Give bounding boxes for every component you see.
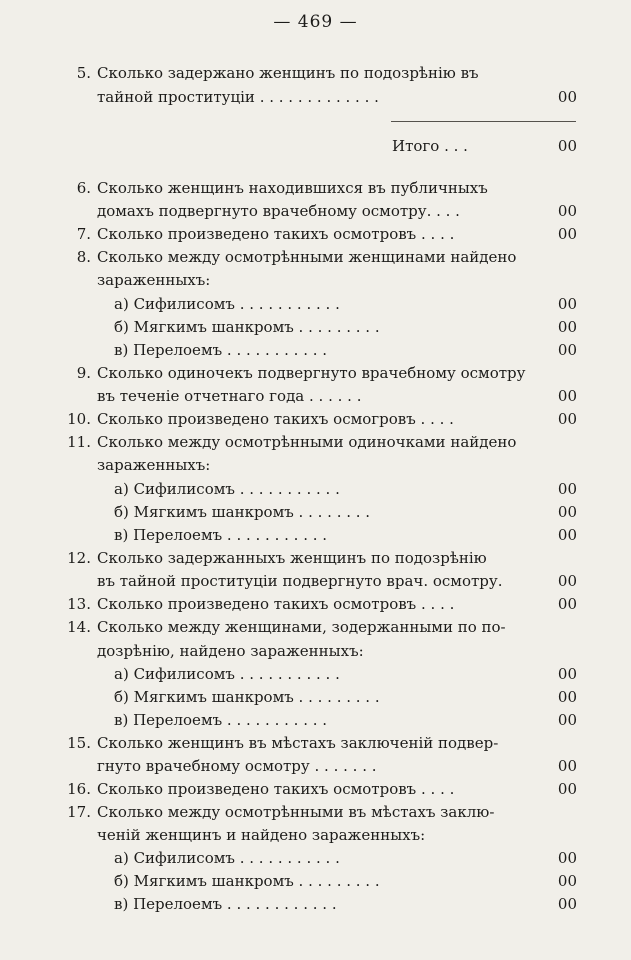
question-text: въ тайной проституціи подвергнуто врач. осмотру. (97, 572, 503, 590)
question-text: Сколько произведено такихъ осмотровъ . . . . (97, 595, 455, 613)
question-number: 13. (67, 595, 91, 613)
question-row (0, 755, 631, 778)
question-value: 00 (557, 341, 577, 359)
question-value: 00 (557, 318, 577, 336)
question-row (0, 709, 631, 732)
question-text: зараженныхъ: (97, 456, 211, 474)
question-text: Сколько между осмотрѣнными въ мѣстахъ заклю- (97, 803, 495, 821)
question-value: 00 (557, 595, 577, 613)
question-text: в) Перелоемъ . . . . . . . . . . . (114, 526, 328, 544)
question-text: въ теченіе отчетнаго года . . . . . . (97, 387, 362, 405)
question-text: в) Перелоемъ . . . . . . . . . . . (114, 711, 328, 729)
question-number: 7. (76, 225, 91, 243)
question-value: 00 (557, 780, 577, 798)
question-text: в) Перелоемъ . . . . . . . . . . . . (114, 895, 337, 913)
question-row (0, 339, 631, 362)
question-text: б) Мягкимъ шанкромъ . . . . . . . . . (114, 688, 380, 706)
question-row (0, 362, 631, 385)
question-value: 00 (557, 88, 577, 106)
question-text: Сколько между осмотрѣнными женщинами найдено (97, 248, 517, 266)
question-text: дозрѣнію, найдено зараженныхъ: (97, 642, 364, 660)
question-number: 15. (67, 734, 91, 752)
question-row (0, 570, 631, 593)
question-row (0, 177, 631, 200)
question-value: 00 (557, 137, 577, 155)
question-text: домахъ подвергнуто врачебному осмотру. . . . (97, 202, 460, 220)
question-row (0, 62, 631, 85)
question-row (0, 385, 631, 408)
question-row (0, 732, 631, 755)
question-text: Итого . . . (392, 137, 468, 155)
question-text: Сколько женщинъ въ мѣстахъ заключеній подвер- (97, 734, 499, 752)
question-number: 8. (76, 248, 91, 266)
question-row (0, 431, 631, 454)
question-text: гнуто врачебному осмотру . . . . . . . (97, 757, 377, 775)
question-row (0, 408, 631, 431)
question-text: Сколько задержано женщинъ по подозрѣнію въ (97, 64, 479, 82)
question-row (0, 86, 631, 109)
question-number: 11. (67, 433, 91, 451)
total-rule (391, 121, 576, 122)
question-text: б) Мягкимъ шанкромъ . . . . . . . . (114, 503, 371, 521)
question-row (0, 778, 631, 801)
question-text: Сколько задержанныхъ женщинъ по подозрѣнію (97, 549, 487, 567)
question-value: 00 (557, 295, 577, 313)
question-text: б) Мягкимъ шанкромъ . . . . . . . . . (114, 318, 380, 336)
question-row (0, 663, 631, 686)
question-text: Сколько одиночекъ подвергнуто врачебному осмотру (97, 364, 526, 382)
question-number: 17. (67, 803, 91, 821)
question-row (0, 200, 631, 223)
question-value: 00 (557, 757, 577, 775)
question-row (0, 847, 631, 870)
question-row (0, 524, 631, 547)
question-row (0, 135, 631, 158)
question-text: зараженныхъ: (97, 271, 211, 289)
question-value: 00 (557, 202, 577, 220)
question-row (0, 824, 631, 847)
question-row (0, 801, 631, 824)
question-value: 00 (557, 410, 577, 428)
question-row (0, 870, 631, 893)
question-text: а) Сифилисомъ . . . . . . . . . . . (114, 665, 340, 683)
question-text: тайной проституціи . . . . . . . . . . . . . (97, 88, 379, 106)
question-row (0, 893, 631, 916)
question-text: б) Мягкимъ шанкромъ . . . . . . . . . (114, 872, 380, 890)
question-number: 14. (67, 618, 91, 636)
question-text: а) Сифилисомъ . . . . . . . . . . . (114, 480, 340, 498)
question-text: а) Сифилисомъ . . . . . . . . . . . (114, 295, 340, 313)
question-row (0, 501, 631, 524)
question-row (0, 640, 631, 663)
question-text: в) Перелоемъ . . . . . . . . . . . (114, 341, 328, 359)
question-row (0, 616, 631, 639)
question-value: 00 (557, 711, 577, 729)
question-value: 00 (557, 503, 577, 521)
question-row (0, 454, 631, 477)
question-number: 6. (76, 179, 91, 197)
question-text: Сколько между осмотрѣнными одиночками найдено (97, 433, 517, 451)
question-row (0, 593, 631, 616)
question-value: 00 (557, 688, 577, 706)
question-number: 9. (76, 364, 91, 382)
question-row (0, 246, 631, 269)
question-row (0, 316, 631, 339)
question-value: 00 (557, 526, 577, 544)
question-value: 00 (557, 480, 577, 498)
page-number: — 469 — (273, 12, 358, 32)
question-text: а) Сифилисомъ . . . . . . . . . . . (114, 849, 340, 867)
question-number: 10. (67, 410, 91, 428)
question-row (0, 223, 631, 246)
question-value: 00 (557, 572, 577, 590)
question-text: Сколько произведено такихъ осмотровъ . . . . (97, 780, 455, 798)
question-row (0, 478, 631, 501)
question-value: 00 (557, 895, 577, 913)
question-value: 00 (557, 872, 577, 890)
question-value: 00 (557, 849, 577, 867)
question-text: ченій женщинъ и найдено зараженныхъ: (97, 826, 426, 844)
question-value: 00 (557, 387, 577, 405)
question-text: Сколько произведено такихъ осмогровъ . . . . (97, 410, 454, 428)
question-row (0, 686, 631, 709)
question-row (0, 547, 631, 570)
question-text: Сколько произведено такихъ осмотровъ . . . . (97, 225, 455, 243)
question-number: 16. (67, 780, 91, 798)
question-text: Сколько между женщинами, зодержанными по по- (97, 618, 506, 636)
question-row (0, 293, 631, 316)
question-number: 12. (67, 549, 91, 567)
question-value: 00 (557, 665, 577, 683)
question-number: 5. (76, 64, 91, 82)
question-text: Сколько женщинъ находившихся въ публичныхъ (97, 179, 488, 197)
question-value: 00 (557, 225, 577, 243)
question-row (0, 269, 631, 292)
